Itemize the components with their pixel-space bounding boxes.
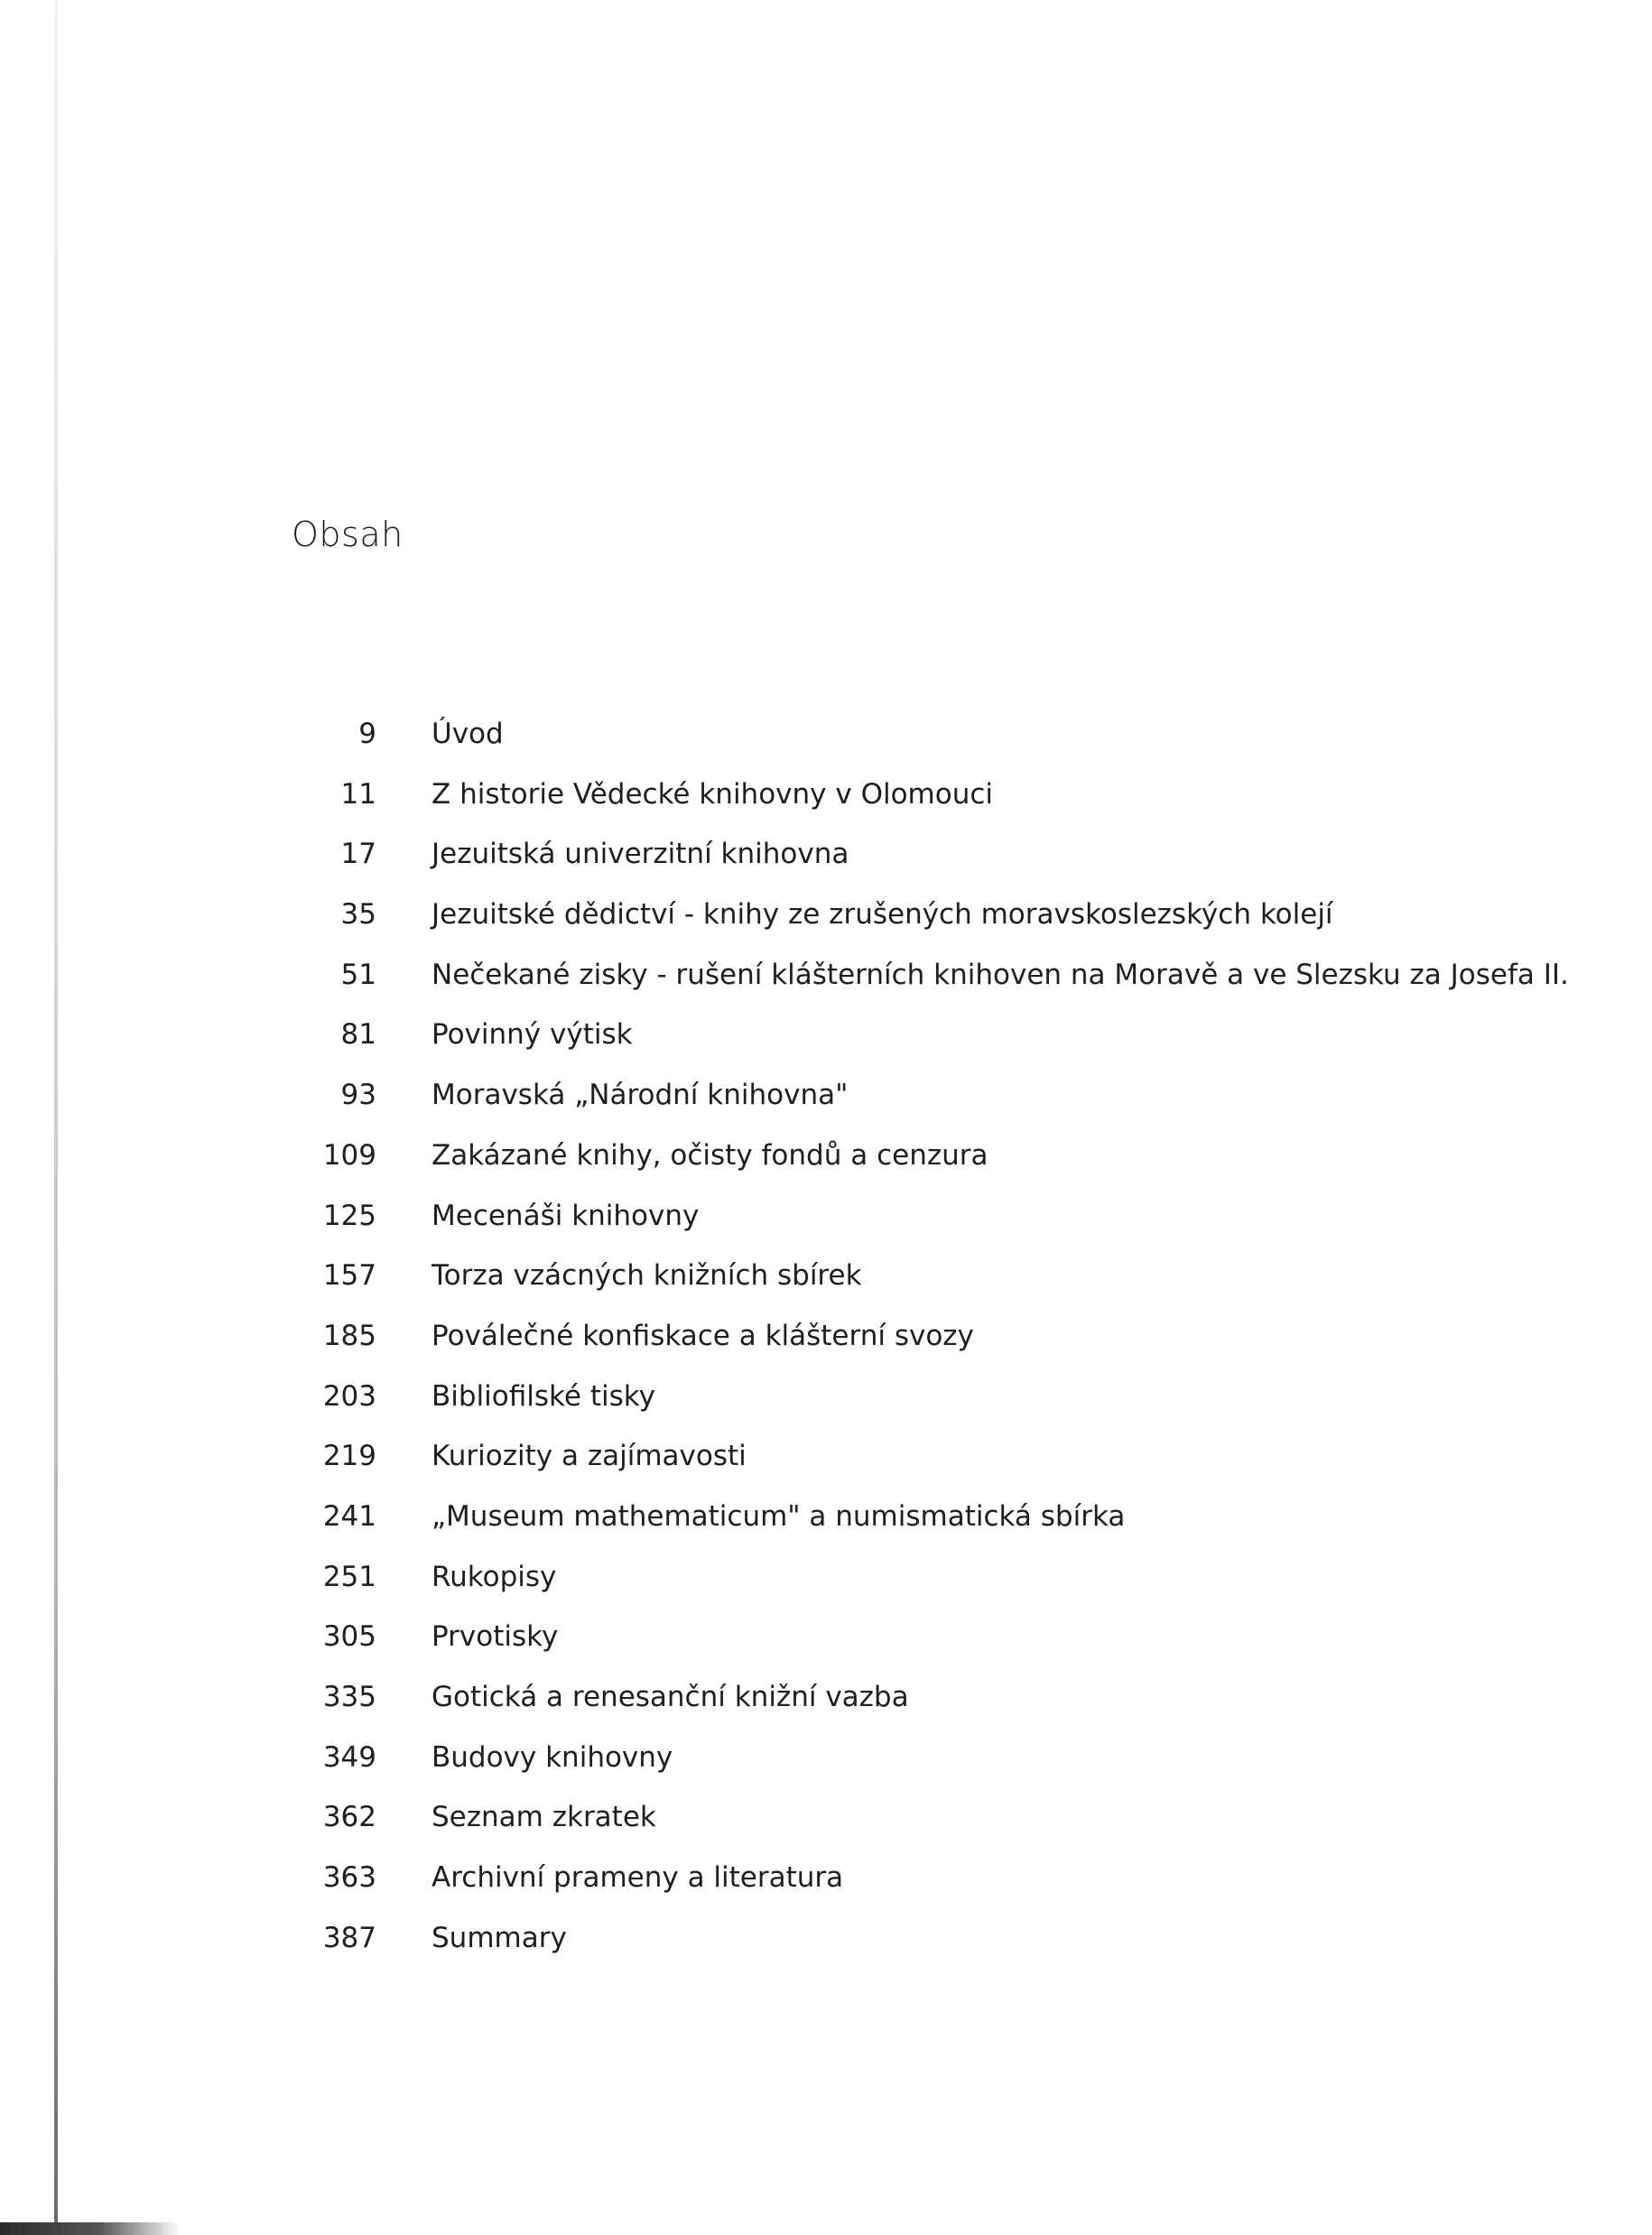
toc-chapter-title: Bibliofilské tisky xyxy=(432,1379,655,1413)
toc-page-number: 335 xyxy=(322,1681,376,1713)
toc-page-number: 17 xyxy=(340,838,376,871)
toc-page-number: 81 xyxy=(340,1018,376,1052)
toc-chapter-title: Budovy knihovny xyxy=(432,1740,673,1774)
toc-page-number: 362 xyxy=(322,1801,376,1834)
binding-shadow xyxy=(0,2222,181,2235)
toc-entry xyxy=(271,1378,1535,1439)
toc-chapter-title: Gotická a renesanční knižní vazba xyxy=(432,1681,909,1713)
toc-page-number: 219 xyxy=(322,1440,376,1473)
toc-entry xyxy=(271,1318,1535,1378)
toc-page-number: 9 xyxy=(358,718,376,750)
toc-entry xyxy=(271,716,1535,776)
toc-entry xyxy=(271,836,1535,896)
toc-chapter-title: Povinný výtisk xyxy=(432,1018,633,1052)
toc-entry xyxy=(271,1679,1535,1739)
toc-entry xyxy=(271,1559,1535,1619)
table-of-contents xyxy=(271,716,1569,1980)
toc-page-number: 305 xyxy=(322,1620,376,1654)
toc-entry xyxy=(271,1618,1535,1679)
toc-page-number: 157 xyxy=(322,1259,376,1293)
toc-entry xyxy=(271,1198,1535,1258)
toc-page-number: 387 xyxy=(322,1921,376,1954)
toc-page-number: 109 xyxy=(322,1138,376,1172)
toc-entry xyxy=(271,1859,1535,1920)
binding-edge xyxy=(54,0,58,2235)
toc-chapter-title: Archivní prameny a literatura xyxy=(432,1861,844,1895)
toc-page-number: 203 xyxy=(322,1379,376,1413)
toc-chapter-title: Prvotisky xyxy=(432,1620,559,1654)
toc-page-number: 11 xyxy=(340,777,376,811)
toc-page-number: 185 xyxy=(322,1319,376,1352)
toc-page-number: 125 xyxy=(322,1199,376,1232)
toc-chapter-title: Summary xyxy=(432,1921,567,1954)
toc-entry xyxy=(271,1739,1535,1800)
toc-chapter-title: Zakázané knihy, očisty fondů a cenzura xyxy=(432,1138,988,1172)
toc-chapter-title: Rukopisy xyxy=(432,1560,557,1593)
toc-chapter-title: Mecenáši knihovny xyxy=(432,1199,700,1232)
toc-chapter-title: Poválečné konfiskace a klášterní svozy xyxy=(432,1319,974,1352)
toc-chapter-title: Seznam zkratek xyxy=(432,1801,656,1834)
toc-chapter-title: Jezuitská univerzitní knihovna xyxy=(432,838,849,871)
toc-entry xyxy=(271,1137,1535,1198)
toc-page-number: 93 xyxy=(340,1079,376,1112)
toc-page-number: 363 xyxy=(322,1861,376,1895)
toc-entry xyxy=(271,896,1535,957)
toc-chapter-title: Torza vzácných knižních sbírek xyxy=(432,1259,862,1293)
toc-chapter-title: Nečekané zisky - rušení klášterních knihoven na Moravě a ve Slezsku za Josefa II. xyxy=(432,958,1569,991)
toc-chapter-title: Moravská „Národní knihovna" xyxy=(432,1079,849,1112)
toc-page-number: 241 xyxy=(322,1499,376,1533)
toc-page-number: 35 xyxy=(340,898,376,932)
toc-chapter-title: „Museum mathematicum" a numismatická sbírka xyxy=(432,1499,1126,1533)
page-title: Obsah xyxy=(292,515,404,554)
toc-page-number: 251 xyxy=(322,1560,376,1593)
toc-entry xyxy=(271,1498,1535,1559)
toc-chapter-title: Jezuitské dědictví - knihy ze zrušených moravskoslezských kolejí xyxy=(432,898,1333,932)
toc-entry xyxy=(271,1799,1535,1859)
toc-entry xyxy=(271,1016,1535,1077)
toc-chapter-title: Kuriozity a zajímavosti xyxy=(432,1440,747,1473)
toc-entry xyxy=(271,1077,1535,1137)
toc-page-number: 349 xyxy=(322,1740,376,1774)
toc-page-number: 51 xyxy=(340,958,376,991)
toc-entry xyxy=(271,1920,1535,1980)
toc-entry xyxy=(271,957,1569,1017)
toc-chapter-title: Úvod xyxy=(432,718,504,750)
toc-entry xyxy=(271,776,1535,837)
toc-entry xyxy=(271,1257,1535,1318)
toc-entry xyxy=(271,1438,1535,1498)
toc-chapter-title: Z historie Vědecké knihovny v Olomouci xyxy=(432,777,994,811)
